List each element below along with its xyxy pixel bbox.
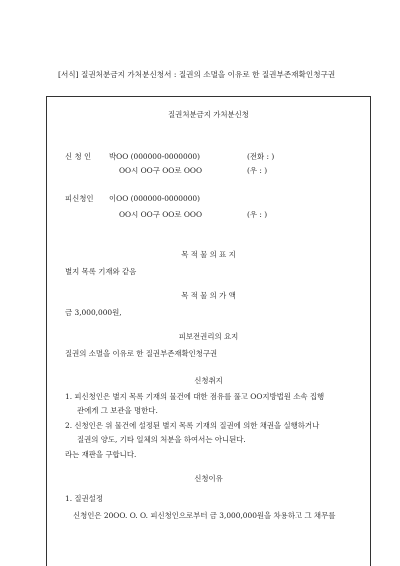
applicant-phone: (전화 : ) [247, 152, 275, 161]
reason-heading: 신청이유 [194, 474, 223, 483]
purpose-item-1: 1. 피신청인은 별지 목록 기재의 물건에 대한 점유를 풀고 OO지방법원 소속 집행 [65, 392, 325, 401]
purpose-closing: 라는 재판을 구합니다. [65, 450, 137, 459]
reason-item-1: 1. 질권설정 [65, 494, 103, 503]
target-text: 별지 목록 기재와 같음 [65, 267, 137, 276]
document-title: 질권처분금지 가처분신청 [168, 110, 249, 119]
reason-item-1-text: 신청인은 20OO. O. O. 피신청인으로부터 금 3,000,000원을 차용하고 그 채무를 [73, 511, 336, 520]
applicant-name: 박OO (000000-0000000) [109, 152, 200, 161]
purpose-item-2-cont: 질권의 양도, 기타 일체의 처분을 하여서는 아니된다. [77, 435, 246, 444]
document-caption: [서식] 질권처분금지 가처분신청서 : 질권의 소멸을 이유로 한 질권부존재확인청구권 [58, 70, 336, 79]
purpose-item-1-cont: 관에게 그 보관을 명한다. [77, 406, 158, 415]
respondent-postal: (우 : ) [247, 210, 268, 219]
respondent-address: OO시 OO구 OO로 OOO [119, 210, 202, 219]
respondent-label: 피신청인 [65, 194, 94, 203]
applicant-address: OO시 OO구 OO로 OOO [119, 166, 202, 175]
respondent-name: 이OO (000000-0000000) [109, 194, 200, 203]
applicant-postal: (우 : ) [247, 166, 268, 175]
target-heading: 목 적 물 의 표 지 [181, 250, 236, 259]
purpose-item-2: 2. 신청인은 위 물건에 설정된 별지 목록 기재의 질권에 의한 채권을 실행하거나 [65, 421, 320, 430]
applicant-label: 신 청 인 [65, 152, 92, 161]
form-frame [46, 96, 371, 566]
value-heading: 목 적 물 의 가 액 [181, 291, 236, 300]
purpose-heading: 신청취지 [194, 376, 223, 385]
right-heading: 피보전권리의 요지 [178, 332, 239, 341]
right-text: 질권의 소멸을 이유로 한 질권부존재확인청구권 [65, 349, 218, 358]
value-text: 금 3,000,000원, [65, 308, 122, 317]
